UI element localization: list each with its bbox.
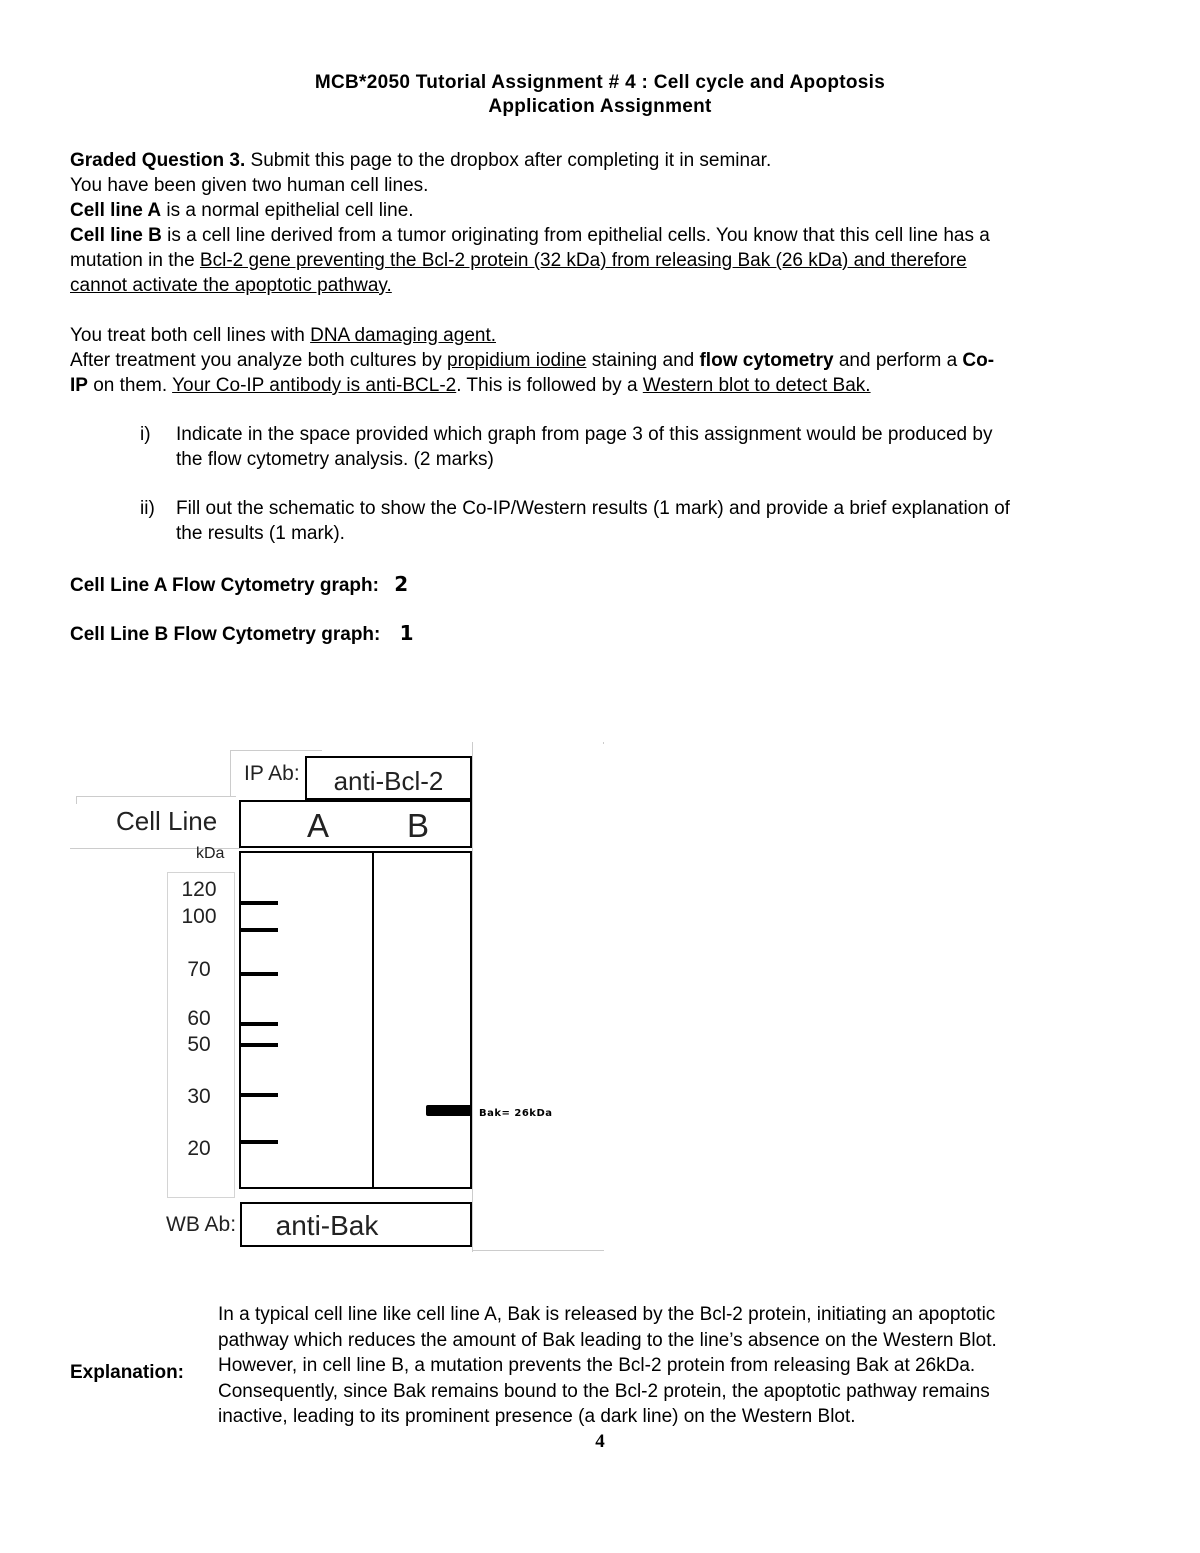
lane-header-box (239, 800, 472, 848)
explanation-label: Explanation: (70, 1362, 185, 1383)
frame-line (76, 796, 77, 804)
explanation-line: pathway which reduces the amount of Bak leading to the line’s absence on the Western Blot. (218, 1329, 997, 1351)
question-block (70, 148, 1130, 398)
lane-b-label: B (406, 807, 429, 844)
answer-a-value: 2 (394, 572, 409, 596)
cell-line-b-text: is a cell line derived from a tumor originating from epithelial cells. You know that this cell line has a (161, 225, 990, 246)
wb-ab-box (240, 1202, 472, 1247)
frame-line (76, 796, 236, 797)
wb-ab-value: anti-Bak (275, 1210, 379, 1241)
marker-label-60: 60 (187, 1007, 211, 1030)
bak-band-label: Bak= 26kDa (479, 1108, 553, 1119)
ip-mid: on them. (87, 375, 173, 396)
analysis-mid2: and perform a (833, 350, 963, 371)
explanation-text (218, 1302, 1138, 1430)
page-number: 4 (595, 1431, 605, 1452)
treatment-pre: You treat both cell lines with (70, 325, 311, 346)
answer-a-label: Cell Line A Flow Cytometry graph: (70, 575, 379, 596)
ip-antibody: Your Co-IP antibody is anti-BCL-2 (172, 375, 457, 396)
marker-band-100 (240, 928, 278, 932)
explanation-line: However, in cell line B, a mutation prevents the Bcl-2 protein from releasing Bak at 26kDa. (218, 1355, 976, 1376)
cell-line-label: Cell Line (116, 806, 218, 836)
cell-line-a-desc (70, 198, 1130, 223)
ip-term: IP (70, 375, 88, 396)
marker-label-120: 120 (181, 878, 217, 901)
frame-line (472, 1250, 604, 1251)
explanation-line: inactive, leading to its prominent presence (a dark line) on the Western Blot. (218, 1406, 856, 1427)
marker-label-30: 30 (187, 1085, 211, 1108)
marker-band-70 (240, 972, 278, 976)
answer-a-row (70, 572, 408, 597)
marker-label-100: 100 (181, 905, 217, 928)
marker-label-50: 50 (187, 1033, 211, 1056)
co-ip-term: Co- (962, 350, 995, 371)
item-number: ii) (140, 498, 155, 519)
item-text-line: the results (1 mark). (176, 523, 345, 544)
mutation-text: mutation in the (70, 250, 200, 271)
marker-band-30 (240, 1093, 278, 1097)
frame-line (230, 750, 322, 751)
ip-ab-value: anti-Bcl-2 (333, 766, 444, 796)
item-number: i) (140, 424, 151, 445)
marker-band-50 (240, 1043, 278, 1047)
treatment-text (70, 323, 1130, 348)
analysis-text (70, 348, 1130, 373)
frame-line (230, 750, 231, 796)
explanation-line: Consequently, since Bak remains bound to the Bcl-2 protein, the apoptotic pathway remains (218, 1380, 990, 1402)
wb-ab-label: WB Ab: (166, 1213, 237, 1236)
kda-label: kDa (196, 845, 225, 862)
analysis-pre: After treatment you analyze both cultures by (70, 350, 448, 371)
cell-line-b-label: Cell line B (70, 225, 162, 246)
item-text-line: Indicate in the space provided which graph from page 3 of this assignment would be produced by (176, 424, 993, 445)
mutation-underlined: Bcl-2 gene preventing the Bcl-2 protein (32 kDa) from releasing Bak (26 kDa) and therefore (199, 250, 967, 271)
marker-label-70: 70 (187, 958, 211, 981)
cell-line-b-desc-2 (70, 248, 1130, 273)
stain-name: propidium iodine (447, 350, 587, 371)
frame-line (472, 742, 473, 1252)
ip-mid2: . This is followed by a (456, 375, 643, 396)
western-blot-text: Western blot to detect Bak. (642, 375, 871, 396)
answer-b-label: Cell Line B Flow Cytometry graph: (70, 624, 381, 645)
ip-text (70, 373, 1130, 398)
treatment-agent: DNA damaging agent. (310, 325, 497, 346)
item-text-line: the flow cytometry analysis. (2 marks) (176, 449, 494, 470)
cell-line-a-label: Cell line A (70, 200, 162, 221)
question-label: Graded Question 3. (70, 150, 246, 171)
item-text-line: Fill out the schematic to show the Co-IP/Western results (1 mark) and provide a brief explanation of (176, 498, 1010, 519)
page-subtitle: Application Assignment (488, 96, 712, 117)
ip-ab-label: IP Ab: (244, 762, 300, 785)
question-instruction: Submit this page to the dropbox after completing it in seminar. (245, 150, 772, 171)
marker-band-120 (240, 901, 278, 905)
question-header (70, 148, 1130, 173)
frame-line (603, 742, 604, 744)
cell-line-a-text: is a normal epithelial cell line. (161, 200, 414, 221)
lane-a-label: A (306, 807, 329, 844)
answer-b-value: 1 (399, 621, 414, 645)
marker-band-60 (240, 1022, 278, 1026)
mutation-underlined-2: cannot activate the apoptotic pathway. (70, 275, 392, 296)
marker-label-20: 20 (187, 1137, 211, 1160)
explanation-line: In a typical cell line like cell line A, Bak is released by the Bcl-2 protein, initiating an apoptotic (218, 1304, 996, 1325)
answer-b-row (70, 621, 414, 646)
analysis-mid: staining and (586, 350, 700, 371)
given-text: You have been given two human cell lines. (70, 175, 429, 196)
lane-divider (372, 853, 374, 1187)
ip-ab-box (305, 756, 472, 800)
marker-band-20 (240, 1140, 278, 1144)
cell-line-b-desc (70, 223, 1130, 248)
page-title: MCB*2050 Tutorial Assignment # 4 : Cell cycle and Apoptosis (314, 72, 886, 93)
bak-band (426, 1105, 472, 1116)
flow-cytometry-term: flow cytometry (699, 350, 834, 371)
